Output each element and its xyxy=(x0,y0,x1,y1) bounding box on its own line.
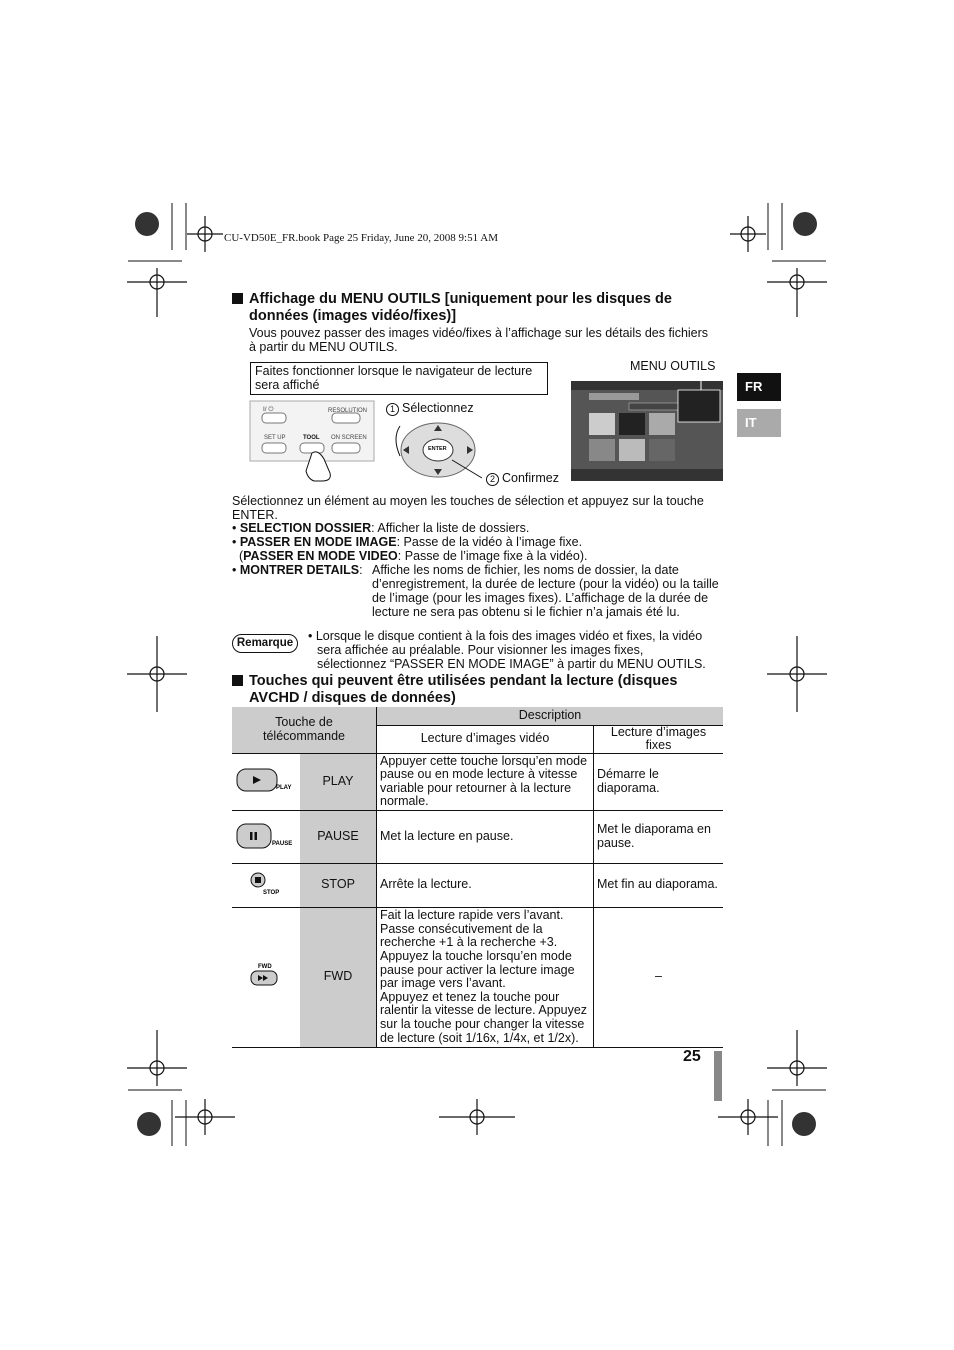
heading-square-icon xyxy=(232,293,243,304)
list-item: • MONTRER DETAILS: Affiche les noms de fichier, les noms de dossier, la date d’enregistrement, la durée de lecture (pour la vidéo) ou la taille de l’image (pour les images fixes). L’affichage de la durée de lecture ne sera pas obtenu si le fichier n’a jamais été lu. xyxy=(232,563,719,619)
head-key: Touche de télécommande xyxy=(232,707,377,753)
pause-button-icon xyxy=(232,810,300,863)
menu-outils-label: MENU OUTILS xyxy=(630,359,716,373)
head-desc: Description xyxy=(377,707,724,725)
power-label: I/ ⏻ xyxy=(263,406,274,413)
key-name: PLAY xyxy=(300,753,377,810)
svg-text:PLAY: PLAY xyxy=(276,784,292,791)
key-name: STOP xyxy=(300,863,377,907)
heading-square-icon xyxy=(232,675,243,686)
section2-heading: Touches qui peuvent être utilisées pendant la lecture (disques AVCHD / disques de données) xyxy=(232,673,677,707)
step2: 2 Confirmez xyxy=(486,471,559,486)
list-item: • PASSER EN MODE IMAGE: Passe de la vidéo à l’image fixe. xyxy=(232,535,583,549)
select-instructions: Sélectionnez un élément au moyen les touches de sélection et appuyez sur la touche ENTER. xyxy=(232,494,704,522)
resolution-label: RESOLUTION xyxy=(328,408,368,414)
table-row xyxy=(232,863,723,907)
note-box: Faites fonctionner lorsque le navigateur de lecture sera affiché xyxy=(250,362,548,395)
tab-fr[interactable]: FR xyxy=(737,373,781,401)
head-video: Lecture d’images vidéo xyxy=(377,725,594,753)
still-desc: Met fin au diaporama. xyxy=(594,863,724,907)
table-row xyxy=(232,753,723,810)
step1: 1 Sélectionnez xyxy=(386,401,474,416)
remarque-badge: Remarque xyxy=(232,634,298,653)
video-desc: Appuyer cette touche lorsqu’en mode pause ou en mode lecture à vitesse variable pour retourner à la lecture normale. xyxy=(377,753,594,810)
remarque-text: • Lorsque le disque contient à la fois des images vidéo et fixes, la vidéo sera affichée au préalable. Pour visionner les images fixes, sélectionnez “PASSER EN MODE IMAGE” à partir du MENU OUTILS. xyxy=(308,629,706,671)
menu-screen-image xyxy=(571,381,723,481)
table-row xyxy=(232,907,723,1047)
stop-button-icon xyxy=(232,863,300,907)
remote-keys-table xyxy=(232,707,723,1048)
video-desc: Met la lecture en pause. xyxy=(377,810,594,863)
list-item: • SELECTION DOSSIER: Afficher la liste de dossiers. xyxy=(232,521,530,535)
list-item: (PASSER EN MODE VIDEO: Passe de l’image fixe à la vidéo). xyxy=(232,549,588,563)
onscreen-label: ON SCREEN xyxy=(331,435,367,441)
key-name: PAUSE xyxy=(300,810,377,863)
svg-text:STOP: STOP xyxy=(263,890,280,897)
tab-it[interactable]: IT xyxy=(737,409,781,437)
page-number: 25 xyxy=(683,1048,701,1065)
head-still: Lecture d’images fixes xyxy=(594,725,724,753)
svg-text:FWD: FWD xyxy=(258,964,272,971)
page-edge-bar xyxy=(714,1051,722,1101)
svg-text:PAUSE: PAUSE xyxy=(272,840,293,847)
still-desc: Démarre le diaporama. xyxy=(594,753,724,810)
section1-heading: Affichage du MENU OUTILS [uniquement pour les disques de données (images vidéo/fixes)] xyxy=(232,291,672,325)
options-list xyxy=(232,521,722,619)
table-row xyxy=(232,810,723,863)
video-desc: Arrête la lecture. xyxy=(377,863,594,907)
fwd-button-icon xyxy=(232,907,300,1047)
still-desc: – xyxy=(594,907,724,1047)
still-desc: Met le diaporama en pause. xyxy=(594,810,724,863)
setup-label: SET UP xyxy=(264,435,286,441)
key-name: FWD xyxy=(300,907,377,1047)
enter-label: ENTER xyxy=(428,446,447,452)
tool-label: TOOL xyxy=(303,435,320,441)
video-desc: Fait la lecture rapide vers l’avant. Passe consécutivement de la recherche +1 à la recherche +3. Appuyez la touche lorsqu’en mode pause pour activer la lecture image par image vers l’avant. Appuyez et tenez la touche pour ralentir la vitesse de lecture. Appuyez sur la touche pour changer la vitesse de lecture (soit 1/16x, 1/4x, et 1/2x). xyxy=(377,907,594,1047)
play-button-icon xyxy=(232,753,300,810)
file-header: CU-VD50E_FR.book Page 25 Friday, June 20, 2008 9:51 AM xyxy=(224,232,498,244)
section1-intro: Vous pouvez passer des images vidéo/fixes à l’affichage sur les détails des fichiers à partir du MENU OUTILS. xyxy=(249,326,709,354)
